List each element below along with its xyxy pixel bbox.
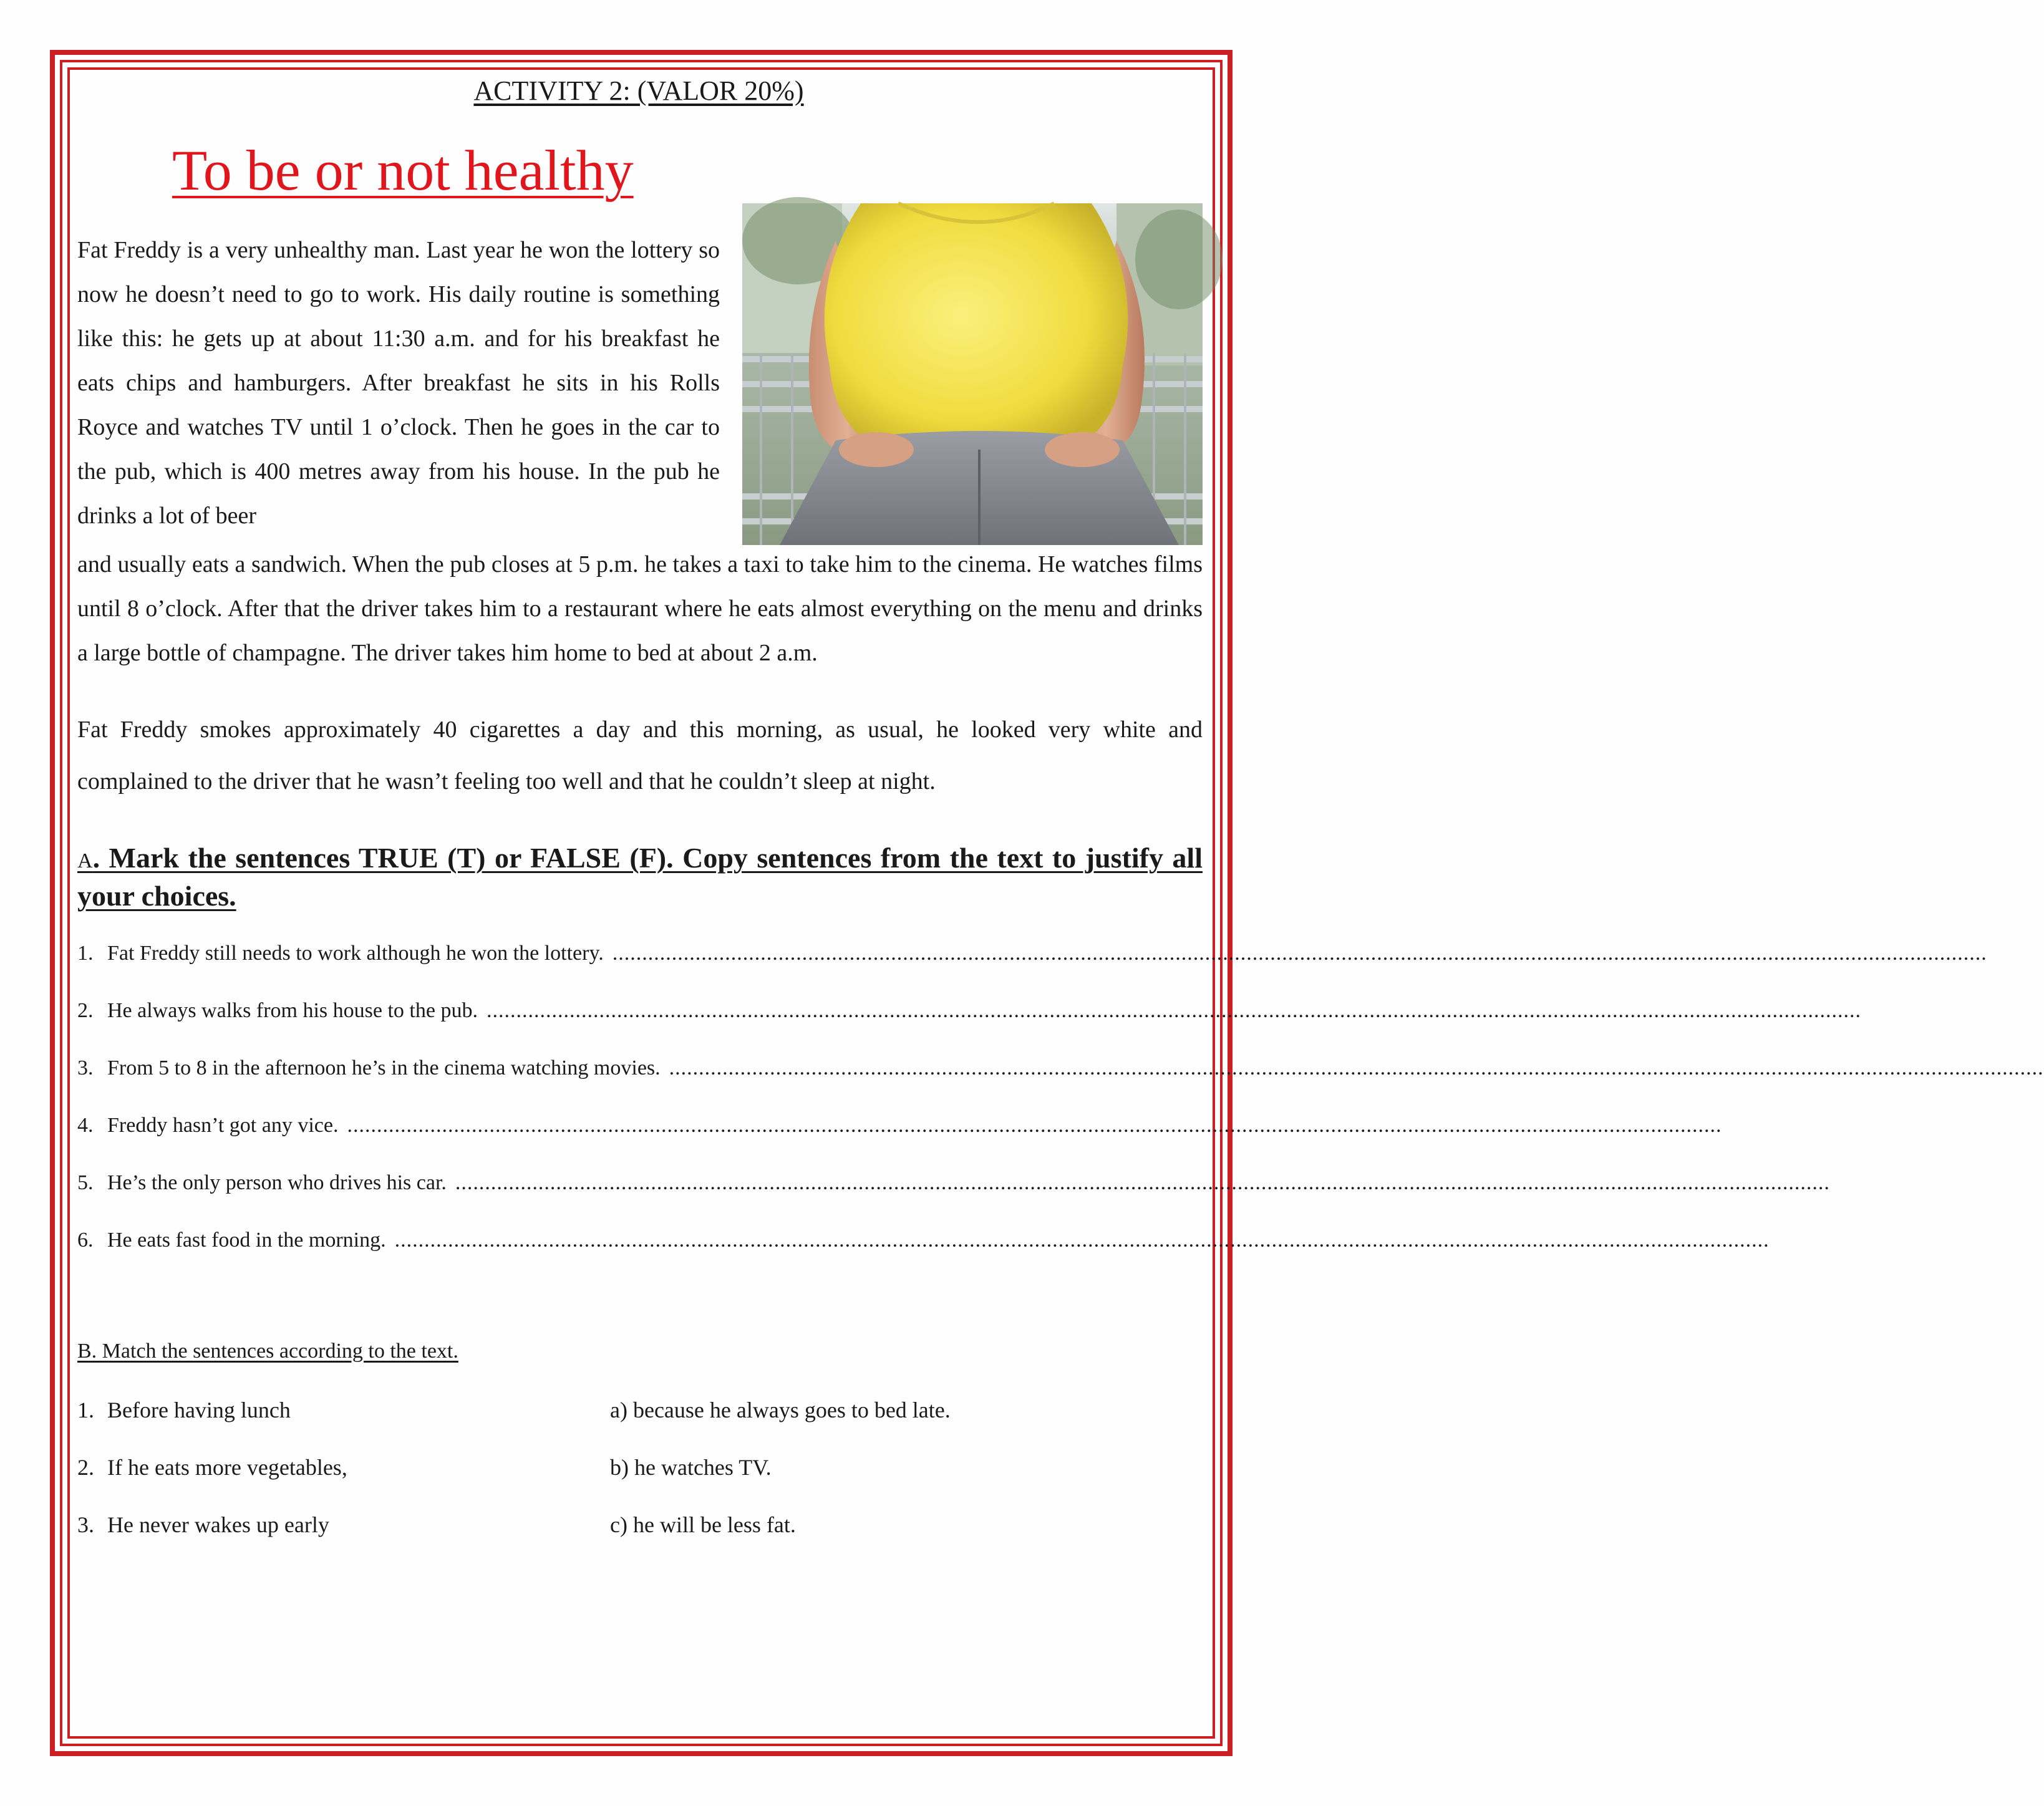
item-number: 2. bbox=[77, 999, 94, 1022]
match-left-text: Before having lunch bbox=[107, 1398, 291, 1422]
true-false-item bbox=[77, 942, 1987, 965]
item-number: 6. bbox=[77, 1229, 94, 1252]
overweight-man-photo bbox=[742, 203, 1203, 545]
item-number: 3. bbox=[77, 1512, 94, 1537]
answer-line[interactable]: ........................................................................................................................................................................................................................................ bbox=[347, 1114, 1722, 1137]
section-a-letter: A bbox=[77, 849, 93, 872]
reading-paragraph-1-continued: and usually eats a sandwich. When the pub closes at 5 p.m. he takes a taxi to take him to the cinema. He watches films until 8 o’clock. After that the driver takes him to a restaurant where he eats almost everything on the menu and drinks a large bottle of champagne. The driver takes him home to bed at about 2 a.m. bbox=[77, 551, 1203, 666]
answer-line[interactable]: ........................................................................................................................................................................................................................................ bbox=[394, 1229, 1770, 1252]
match-left-item bbox=[77, 1454, 347, 1480]
item-text: Freddy hasn’t got any vice. bbox=[107, 1114, 339, 1137]
item-number: 3. bbox=[77, 1056, 94, 1079]
match-right-item: a) because he always goes to bed late. bbox=[610, 1398, 951, 1422]
reading-paragraph-1-wrapped: Fat Freddy is a very unhealthy man. Last year he won the lottery so now he doesn’t need to go to work. His daily routine is something like this: he gets up at about 11:30 a.m. and for his breakfast he eats chips and hamburgers. After breakfast he sits in his Rolls Royce and watches TV until 1 o’clock. Then he goes in the car to the pub, which is 400 metres away from his house. In the pub he drinks a lot of beer bbox=[77, 237, 720, 529]
true-false-item bbox=[77, 1171, 1830, 1195]
item-number: 1. bbox=[77, 1398, 94, 1422]
item-number: 4. bbox=[77, 1114, 94, 1137]
true-false-item bbox=[77, 1056, 2044, 1080]
section-b-instruction: B. Match the sentences according to the text. bbox=[77, 1340, 458, 1363]
match-left-text: He never wakes up early bbox=[107, 1512, 329, 1537]
section-a-instruction-text: . Mark the sentences TRUE (T) or FALSE (F). Copy sentences from the text to justify all your choices. bbox=[77, 842, 1203, 912]
item-number: 2. bbox=[77, 1455, 94, 1480]
item-text: He’s the only person who drives his car. bbox=[107, 1171, 447, 1194]
section-a-instruction bbox=[77, 841, 1203, 914]
item-text: He always walks from his house to the pub. bbox=[107, 999, 478, 1022]
answer-line[interactable]: ........................................................................................................................................................................................................................................ bbox=[612, 942, 1987, 965]
activity-header: ACTIVITY 2: (VALOR 20%) bbox=[473, 75, 804, 106]
item-text: Fat Freddy still needs to work although he won the lottery. bbox=[107, 942, 604, 965]
answer-line[interactable]: ........................................................................................................................................................................................................................................ bbox=[455, 1171, 1830, 1194]
match-left-item bbox=[77, 1397, 291, 1423]
match-right-item: c) he will be less fat. bbox=[610, 1512, 796, 1537]
true-false-item bbox=[77, 999, 1861, 1023]
answer-line[interactable]: ........................................................................................................................................................................................................................................ bbox=[486, 999, 1861, 1022]
match-right-item: b) he watches TV. bbox=[610, 1455, 772, 1480]
answer-line[interactable]: ........................................................................................................................................................................................................................................ bbox=[669, 1056, 2044, 1079]
item-text: He eats fast food in the morning. bbox=[107, 1229, 386, 1252]
match-left-text: If he eats more vegetables, bbox=[107, 1455, 347, 1480]
true-false-item bbox=[77, 1114, 1722, 1137]
item-number: 5. bbox=[77, 1171, 94, 1194]
item-number: 1. bbox=[77, 942, 94, 965]
true-false-item bbox=[77, 1229, 1770, 1252]
reading-paragraph-2: Fat Freddy smokes approximately 40 cigarettes a day and this morning, as usual, he looked very white and complained to the driver that he wasn’t feeling too well and that he couldn’t sleep at night. bbox=[77, 717, 1203, 794]
item-text: From 5 to 8 in the afternoon he’s in the cinema watching movies. bbox=[107, 1056, 661, 1079]
worksheet-title: To be or not healthy bbox=[172, 138, 634, 202]
match-left-item bbox=[77, 1512, 329, 1538]
